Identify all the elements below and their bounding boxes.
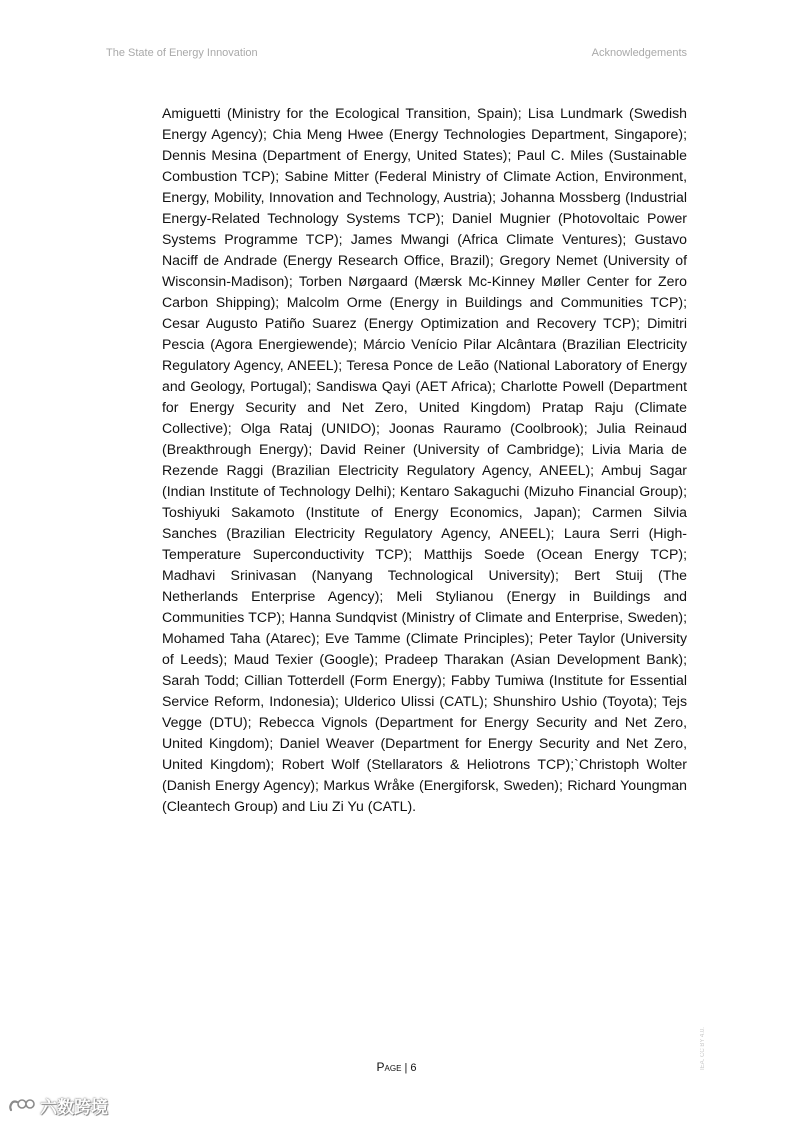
license-note: IEA. CC BY 4.0. bbox=[700, 1027, 706, 1070]
watermark bbox=[8, 1094, 108, 1116]
watermark-logo-icon bbox=[8, 1096, 36, 1114]
acknowledgements-paragraph: Amiguetti (Ministry for the Ecological Transition, Spain); Lisa Lundmark (Swedish Energy Agency); Chia Meng Hwee (Energy Technologies Department, Singapore); Dennis Mesina (Department of Energy, United States); Paul C. Miles (Sustainable Combustion TCP); Sabine Mitter (Federal Ministry of Climate Action, Environment, Energy, Mobility, Innovation and Technology, Austria); Johanna Mossberg (Industrial Energy-Related Technology Systems TCP); Daniel Mugnier (Photovoltaic Power Systems Programme TCP); James Mwangi (Africa Climate Ventures); Gustavo Naciff de Andrade (Energy Research Office, Brazil); Gregory Nemet (University of Wisconsin-Madison); Torben Nørgaard (Mærsk Mc-Kinney Møller Center for Zero Carbon Shipping); Malcolm Orme (Energy in Buildings and Communities TCP); Cesar Augusto Patiño Suarez (Energy Optimization and Recovery TCP); Dimitri Pescia (Agora Energiewende); Márcio Venício Pilar Alcântara (Brazilian Electricity Regulatory Agency, ANEEL); Teresa Ponce de Leão (National Laboratory of Energy and Geology, Portugal); Sandiswa Qayi (AET Africa); Charlotte Powell (Department for Energy Security and Net Zero, United Kingdom) Pratap Raju (Climate Collective); Olga Rataj (UNIDO); Joonas Rauramo (Coolbrook); Julia Reinaud (Breakthrough Energy); David Reiner (University of Cambridge); Livia Maria de Rezende Raggi (Brazilian Electricity Regulatory Agency, ANEEL); Ambuj Sagar (Indian Institute of Technology Delhi); Kentaro Sakaguchi (Mizuho Financial Group); Toshiyuki Sakamoto (Institute of Energy Economics, Japan); Carmen Silvia Sanches (Brazilian Electricity Regulatory Agency, ANEEL); Laura Serri (High-Temperature Superconductivity TCP); Matthijs Soede (Ocean Energy TCP); Madhavi Srinivasan (Nanyang Technological University); Bert Stuij (The Netherlands Enterprise Agency); Meli Stylianou (Energy in Buildings and Communities TCP); Hanna Sundqvist (Ministry of Climate and Enterprise, Sweden); Mohamed Taha (Atarec); Eve Tamme (Climate Principles); Peter Taylor (University of Leeds); Maud Texier (Google); Pradeep Tharakan (Asian Development Bank); Sarah Todd; Cillian Totterdell (Form Energy); Fabby Tumiwa (Institute for Essential Service Reform, Indonesia); Ulderico Ulissi (CATL); Shunshiro Ushio (Toyota); Tejs Vegge (DTU); Rebecca Vignols (Department for Energy Security and Net Zero, United Kingdom); Daniel Weaver (Department for Energy Security and Net Zero, United Kingdom); Robert Wolf (Stellarators & Heliotrons TCP);`Christoph Wolter (Danish Energy Agency); Markus Wråke (Energiforsk, Sweden); Richard Youngman (Cleantech Group) and Liu Zi Yu (CATL). bbox=[162, 105, 687, 814]
page-separator: | bbox=[404, 1062, 408, 1074]
page-number-footer bbox=[0, 1060, 793, 1074]
watermark-text: 六数跨境 bbox=[40, 1097, 108, 1117]
running-header-title: The State of Energy Innovation bbox=[106, 47, 258, 59]
running-header-section: Acknowledgements bbox=[591, 47, 687, 59]
page-label: Page bbox=[376, 1060, 402, 1074]
page-number: 6 bbox=[410, 1062, 417, 1074]
